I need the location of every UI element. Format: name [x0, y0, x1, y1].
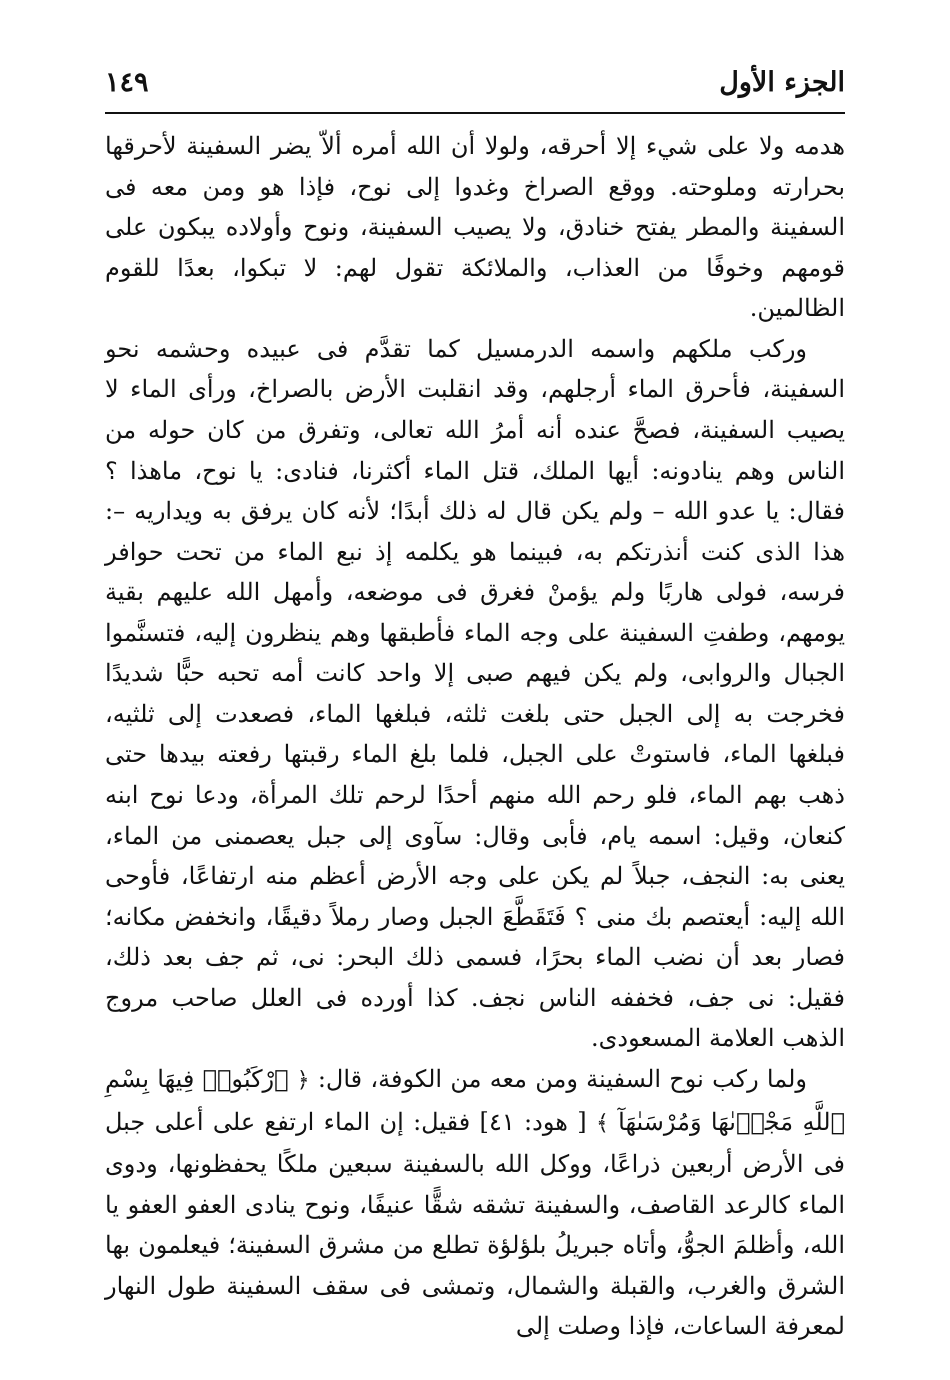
paragraph-3-continuation: فقيل: إن الماء ارتفع على أعلى جبل فى الأرض أربعين ذراعًا، ووكل الله بالسفينة سبعين ملكًا يحفظونها، ودوى الماء كالرعد القاصف، والسفينة تشقه شقًّا عنيفًا، ونوح ينادى العفو العفو يا الله، وأظلمَ الجوُّ، وأتاه جبريلُ بلؤلؤة تطلع من مشرق السفينة؛ فيعلمون بها الشرق والغرب، والقبلة والشمال، وتمشى فى سقف السفينة طول النهار لمعرفة الساعات، فإذا وصلت إلى	[105, 1107, 845, 1341]
quran-close-bracket: ﴾	[595, 1110, 609, 1136]
body-text	[105, 126, 845, 1347]
verse-citation: [ هود: ٤١]	[470, 1107, 596, 1136]
paragraph-3	[105, 1059, 845, 1347]
section-title: الجزء الأول	[719, 66, 845, 98]
paragraph-1: هدمه ولا على شيء إلا أحرقه، ولولا أن الله أمره ألاّ يضر السفينة لأحرقها بحرارته وملوحته. ووقع الصراخ وغدوا إلى نوح، فإذا هو ومن معه فى السفينة والمطر يفتح خنادق، ولا يصيب السفينة، ونوح وأولاده يبكون على قومهم وخوفًا من العذاب، والملائكة تقول لهم: لا تبكوا، بعدًا للقوم الظالمين.	[105, 132, 845, 323]
paragraph-3-opening: ولما ركب نوح السفينة ومن معه من الكوفة، قال:	[309, 1064, 807, 1093]
quran-verse: ٱرْكَبُوا۟ فِيهَا بِسْمِ ٱللَّهِ مَجْر۪ىٰهَا وَمُرْسَىٰهَآ	[105, 1064, 845, 1136]
quran-open-bracket: ﴿	[296, 1067, 310, 1093]
header-rule	[105, 112, 845, 114]
running-header	[105, 62, 845, 102]
paragraph-2: وركب ملكهم واسمه الدرمسيل كما تقدَّم فى عبيده وحشمه نحو السفينة، فأحرق الماء أرجلهم، وقد انقلبت الأرض بالصراخ، ورأى الماء لا يصيب السفينة، فصحَّ عنده أنه أمرُ الله تعالى، وتفرق من كان حوله من الناس وهم ينادونه: أيها الملك، قتل الماء أكثرنا، فنادى: يا نوح، ماهذا ؟ فقال: يا عدو الله – ولم يكن قال له ذلك أبدًا؛ لأنه كان يرفق به ويداريه –: هذا الذى كنت أنذرتكم به، فبينما هو يكلمه إذ نبع الماء من تحت حوافر فرسه، فولى هاربًا ولم يؤمنْ فغرق فى موضعه، وأمهل الله عليهم بقية يومهم، وطفتِ السفينة على وجه الماء فأطبقها وهم ينظرون إليه، فتسنَّموا الجبال والروابى، ولم يكن فيهم صبى إلا واحد كانت أمه تحبه حبًّا شديدًا فخرجت به إلى الجبل حتى بلغت ثلثه، فبلغها الماء، فصعدت إلى ثلثيه، فبلغها الماء، فاستوتْ على الجبل، فلما بلغ الماء رقبتها رفعته بيدها حتى ذهب بهم الماء، فلو رحم الله منهم أحدًا لرحم تلك المرأة، ودعا نوح ابنه كنعان، وقيل: اسمه يام، فأبى وقال: سآوى إلى جبل يعصمنى من الماء، يعنى به: النجف، جبلاً لم يكن على وجه الأرض أعظم منه ارتفاعًا، فأوحى الله إليه: أيعتصم بك منى ؟ فَتَقَطَّعَ الجبل وصار رملاً دقيقًا، وانخفض مكانه؛ فصار بعد أن نضب الماء بحرًا، فسمى ذلك البحر: نى، ثم جف بعد ذلك، فقيل: نى جف، فخففه الناس نجف. كذا أورده فى العلل صاحب مروج الذهب العلامة المسعودى.	[105, 334, 845, 1053]
page-number: ١٤٩	[105, 66, 149, 98]
